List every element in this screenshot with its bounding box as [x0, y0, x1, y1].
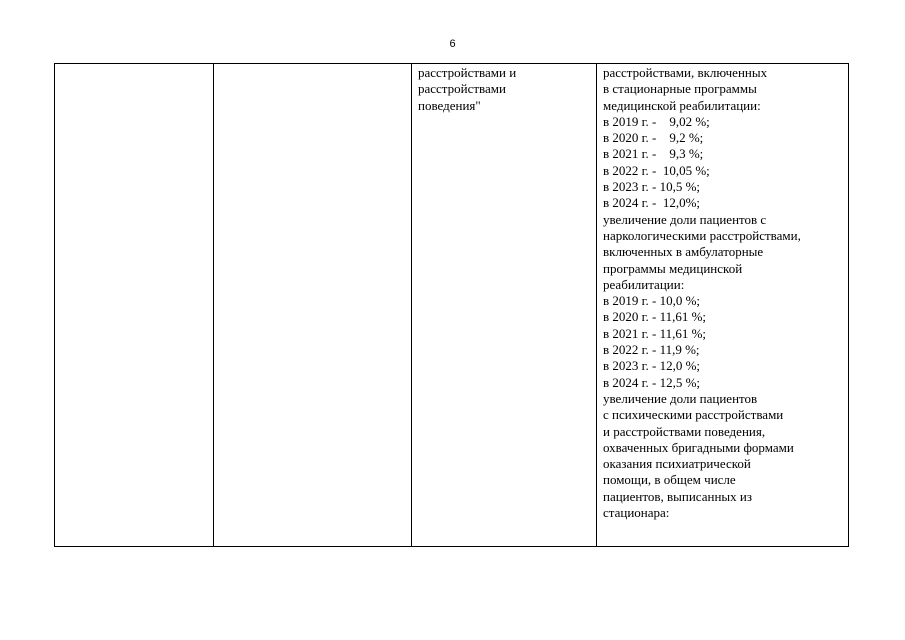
cell-line: в 2021 г. - 11,61 %;	[603, 325, 707, 341]
cell-col3-text	[412, 64, 596, 114]
cell-line: расстройствами, включенных	[603, 65, 768, 80]
table-row	[55, 64, 849, 547]
cell-line: включенных в амбулаторные	[603, 244, 764, 260]
cell-line: в 2020 г. - 9,2 %;	[603, 130, 704, 146]
cell-line: расстройствами и	[418, 65, 517, 80]
cell-line: оказания психиатрической	[603, 456, 751, 472]
cell-line: в 2022 г. - 10,05 %;	[603, 162, 710, 178]
cell-line: в 2020 г. - 11,61 %;	[603, 309, 707, 325]
table-cell-col4	[597, 64, 849, 547]
cell-line: расстройствами	[418, 81, 506, 97]
cell-line: поведения"	[418, 97, 481, 113]
cell-line: и расстройствами поведения,	[603, 423, 766, 439]
table-cell-col1	[55, 64, 214, 547]
cell-line: увеличение доли пациентов	[603, 390, 758, 406]
cell-col4-text	[597, 64, 848, 521]
cell-line: наркологическими расстройствами,	[603, 227, 801, 243]
cell-line: стационара:	[603, 505, 670, 521]
cell-line: в 2019 г. - 9,02 %;	[603, 113, 710, 129]
document-table	[54, 63, 849, 547]
cell-line: увеличение доли пациентов с	[603, 211, 767, 227]
cell-line: пациентов, выписанных из	[603, 488, 752, 504]
cell-line: в 2022 г. - 11,9 %;	[603, 342, 700, 358]
page-number: 6	[449, 38, 456, 50]
cell-line: в стационарные программы	[603, 81, 757, 97]
cell-line: в 2023 г. - 10,5 %;	[603, 179, 701, 195]
cell-col1-text	[55, 64, 213, 65]
cell-line: в 2023 г. - 12,0 %;	[603, 358, 701, 374]
cell-line: в 2021 г. - 9,3 %;	[603, 146, 704, 162]
cell-col2-text	[214, 64, 411, 65]
cell-line: реабилитации:	[603, 276, 685, 292]
cell-line: с психическими расстройствами	[603, 407, 784, 423]
cell-line: в 2024 г. - 12,0%;	[603, 195, 701, 211]
cell-line: программы медицинской	[603, 260, 743, 276]
cell-line: охваченных бригадными формами	[603, 439, 794, 455]
cell-line: медицинской реабилитации:	[603, 97, 761, 113]
cell-line: в 2024 г. - 12,5 %;	[603, 374, 701, 390]
cell-line: в 2019 г. - 10,0 %;	[603, 293, 701, 309]
table-cell-col3	[412, 64, 597, 547]
table-cell-col2	[214, 64, 412, 547]
cell-line: помощи, в общем числе	[603, 472, 736, 488]
